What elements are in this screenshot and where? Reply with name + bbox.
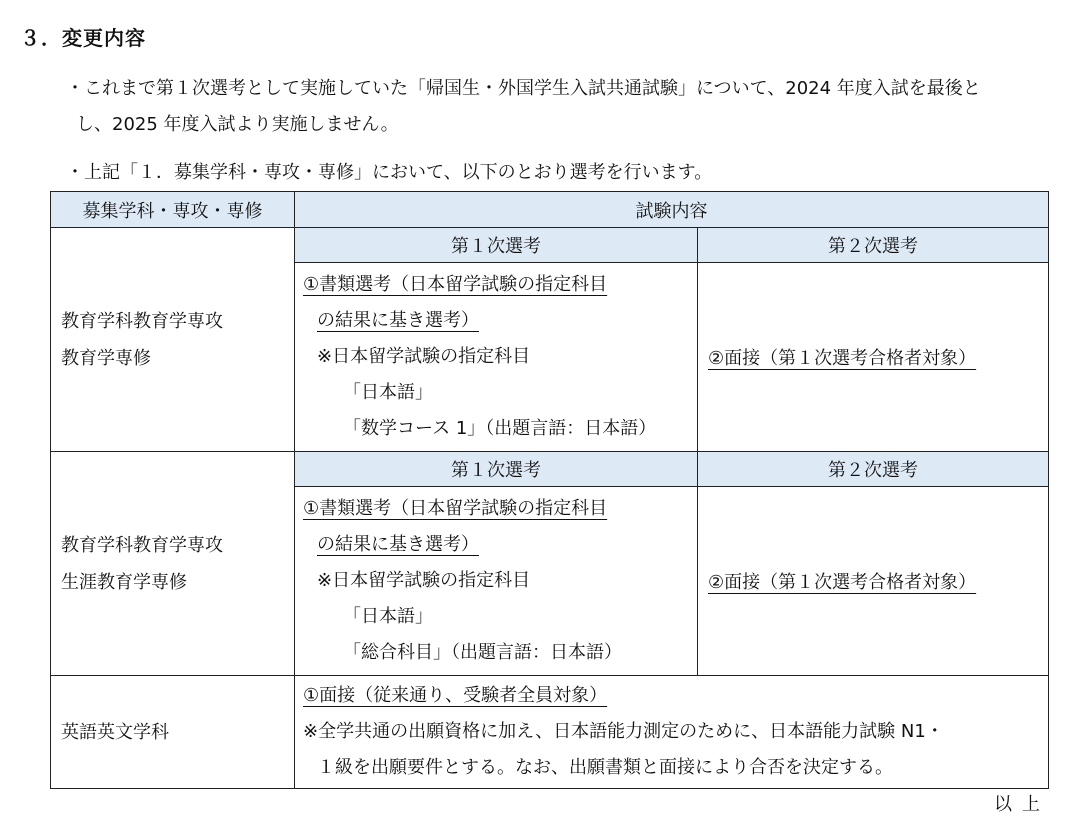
stage1-content (295, 487, 698, 676)
english-line: １級を出願要件とする。なお、出願書類と面接により合否を決定する。 (317, 757, 893, 778)
closing-text: 以上 (994, 794, 1050, 815)
dept-line: 教育学専修 (61, 347, 151, 369)
header-dept: 募集学科・専攻・専修 (51, 192, 295, 228)
dept-line: 教育学科教育学専攻 (61, 534, 223, 556)
stage2-text: ②面接（第１次選考合格者対象） (708, 572, 977, 593)
stage1-content (295, 263, 698, 452)
bullet-2: ・上記「１．募集学科・専攻・専修」において、以下のとおり選考を行います。 (66, 162, 713, 183)
stage1-line: ※日本留学試験の指定科目 (317, 570, 531, 591)
section-title: ３．変更内容 (20, 26, 146, 50)
stage2-header: 第２次選考 (698, 452, 1049, 487)
bullet-1-line-1: ・これまで第１次選考として実施していた「帰国生・外国学生入試共通試験」について、2024 年度入試を最後と (66, 78, 981, 99)
stage2-content (698, 263, 1049, 452)
exam-table (50, 191, 1049, 789)
table-row (51, 452, 1049, 487)
english-line: ※全学共通の出願資格に加え、日本語能力測定のために、日本語能力試験 N1・ (303, 721, 944, 742)
stage1-line: の結果に基き選考） (317, 534, 479, 555)
stage2-text: ②面接（第１次選考合格者対象） (708, 348, 977, 369)
dept-line: 教育学科教育学専攻 (61, 310, 223, 332)
dept-cell (51, 452, 295, 676)
table-header-row (51, 192, 1049, 228)
dept-line: 生涯教育学専修 (61, 571, 187, 593)
table-row (51, 676, 1049, 789)
stage2-header: 第２次選考 (698, 228, 1049, 263)
stage1-header: 第１次選考 (295, 452, 698, 487)
stage1-header: 第１次選考 (295, 228, 698, 263)
stage1-line: の結果に基き選考） (317, 310, 479, 331)
dept-cell: 英語英文学科 (51, 676, 295, 789)
stage1-line: 「総合科目」（出題言語：日本語） (343, 642, 622, 663)
stage1-line: 「数学コース 1」（出題言語：日本語） (343, 418, 657, 439)
bullet-1-line-2: し、2025 年度入試より実施しません。 (76, 114, 399, 135)
stage1-line: 「日本語」 (343, 606, 433, 627)
header-exam-content: 試験内容 (295, 192, 1049, 228)
stage1-line: ①書類選考（日本留学試験の指定科目 (303, 498, 608, 519)
dept-cell (51, 228, 295, 452)
table-row (51, 228, 1049, 263)
stage1-line: ※日本留学試験の指定科目 (317, 346, 531, 367)
stage1-line: ①書類選考（日本留学試験の指定科目 (303, 274, 608, 295)
english-content (295, 676, 1049, 789)
english-line: ①面接（従来通り、受験者全員対象） (303, 685, 608, 706)
stage2-content (698, 487, 1049, 676)
stage1-line: 「日本語」 (343, 382, 433, 403)
